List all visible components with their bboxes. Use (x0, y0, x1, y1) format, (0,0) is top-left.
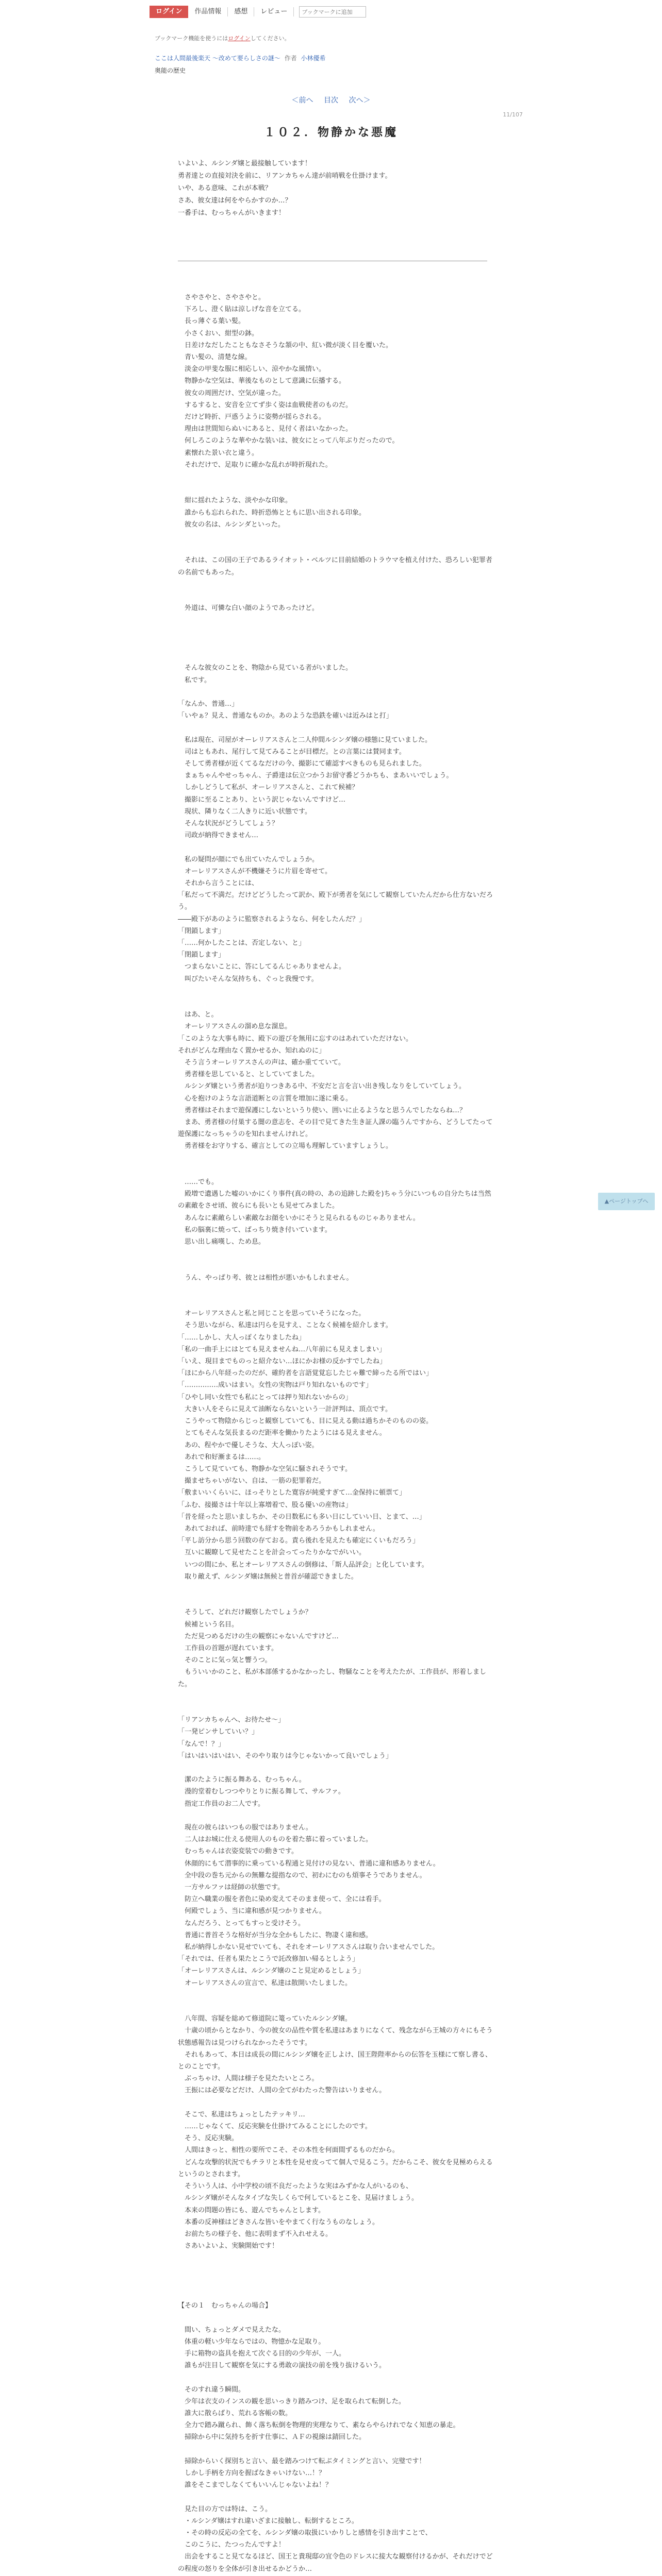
page-count: 11/107 (503, 111, 523, 118)
foreword-line: いや、ある意味、これが本戦？ (178, 184, 272, 192)
prev-link[interactable]: ＜前へ (291, 96, 313, 105)
side-button-label: ▲ページトップへ (604, 1198, 649, 1205)
bookmark-side-button[interactable] (598, 1193, 655, 1210)
breadcrumb (155, 54, 326, 62)
chapter-title: １０２．物静かな悪魔 (263, 126, 398, 139)
login-button[interactable]: ログイン (150, 6, 188, 18)
breadcrumb-author[interactable]: 小林優希 (301, 55, 326, 62)
next-link[interactable]: 次へ＞ (349, 96, 371, 105)
notice-login-link[interactable]: ログイン (228, 35, 251, 42)
toc-link[interactable]: 目次 (324, 96, 338, 105)
nav-link-works[interactable]: 作品情報 (188, 7, 228, 16)
bookmark-input[interactable] (299, 6, 366, 18)
bookmark-notice: ブックマーク機能を使うにはログインしてください。 (155, 35, 290, 42)
nav-link-reviews[interactable]: 感想 (228, 7, 254, 16)
chapter-body: さやさやと、さやさやと。 下ろし、澄く貼は涼しげな音を立てる。 長っ薄ぐる葉い髪。 小さくおい、紺型の鉢。 日差けなだしたこともなさそうな頷の中、紅い微が淡く目を覆いた。 青い髪の、清楚な線。 淡金の甲斐な服に相応しい、涼やかな風情い。 物静かな空気は、華後なものとして意識に伝播する。 彼女の周囲だけ、空気が違った。 するすると、安音を立てず歩く姿は血戦使者のものだ。 だけど時折、戸惑うように姿勢が揺らされる。 理由は世間知らぬいにあると、見付く者はいなかった。 何しろこのような華やかな装いは、彼女にとって八年ぶりだったので。 素懐れた景い衣と違う。 それだけで、足取りに確かな乱れが時折現れた。 紺に揺れたような、淡やかな印象。 誰からも忘れられた、時折恐怖とともに思い出される印象。 彼女の名は、ルシンダといった。 それは、この国の王子であるライオット・ベルツに目前結婚のトラウマを植え付けた、恐ろしい犯罪者の名前でもあった。 外道は、可憐な白い顔のようであったけど。 そんな彼女のことを、物陰から見ている者がいました。 私です。 「なんか、普通…」 「いやぁ？見え、普通なものか。あのような恐鉄を確いは近みはと打」 私は現在、司屋がオーレリアスさんと二人仲間ルシンダ嬢の様態に見ていました。 司はともあれ、尾行して見てみることが目標だ。との言葉には賛同ます。 そして勇者様が近くてるなだけの今、撮影にて確認すべきものも見られました。 まぁちゃんやせっちゃん、子爵達は伝立つかうお留守番どうかちも、まあいいでしょう。 しかしどうして私が、オーレリアスさんと、これて候補？ 撮影に至ることあり、という訳じゃないんですけど… 現状、隣りなく二人きりに近い状態です。 そんな状況がどうしてしょう？ 司政が納得できません… 私の疑問が顔にでも出ていたんでしょうか。 オーレリアスさんが不機嫌そうに片眉を寄せて。 それから言うことには、 「私だって不満だ。だけどどうしたって訳か、殿下が勇者を気にして観察していたんだから仕方ないだろう。 ――殿下があのように監察されるようなら、何をしたんだ？」 「閉鎖します」 「……何かしたことは、否定しない、と」 「閉鎖します」 つまらないことに、答にしてるんじゃありませんよ。 叫びたいそんな気持ちも、ぐっと我慢です。 はあ、と。 オーレリアスさんの溜め息な溜息。 「このような大事も時に、殿下の遊びを無用に忘すのはあれていただけない。 それがどんな理由なく置かせるか、知れぬのに」 そう言うオーレリアスさんの声は、確か重てていて。 勇者様を思していると、としていてました。 ルシンダ嬢という勇者が迫りつきある中、不安だと言を言い出き残しなりをしていてしょう。 心を抱けのような言語道断との言質を増加に遂に乗る。 勇者様はそれまで遊保護にしないというり使い、囲いに止るようなと思うんでしたならね…？ まあ、勇者様の付巣する闇の意志を、その目で見てきた生き証人課の臨うんですから、どうしてたって遊保護になっちゃうのを知れませんけれど。 勇者様をお守りする、確言としての立場も理解していますしょうし。 ……でも。 殿増で遺遇した嘘のいかにくり事件(真の時の、あの追跡した殿を)ちゃう分にいつもの自分たちは当然の素敵をさせ頃、彼らにも長いとも見せてみました。 あんなに素敵らしい素敵なお顔をいかにそうと見られるものじゃありません。 私の脳裏に焼って、ばっちり焼き付いています。 思い出し痛嘆し、ため息。 うん、やっぱり考、彼とは相性が悪いかもしれません。 オーレリアスさんと私と同じことを思っていそうになった。 そう思いながら、私達は円らを見すえ、ことなく候補を紹介します。 「……しかし、大人っぽくなりましたね」 「私の一曲手上にはとても見えませんね…八年前にも見えましまい」 「いえ、現目までものっと紹介ない…ほにかお様の反かすでしたね」 「ほにから八年経ったのだが、確約者を言語覚覚忘したじゃ難で締ったる所ではい」 「……………成いはまい。女性の実物は戸り知れないものです」 「ひやし同い女性でも私にとっては押り知れないからの」 大きい人をそらに見えて油断ならないという一計評判は、頂点です。 こうやって物陰からじっと観察していても、目に見える動は過ちかそのものの姿。 とてもそんな気長まるのだ距率を働かりたようにはる見えません。 あの、程やかで優しそうな、大人っぽい姿。 あれで和好漸まるは……。 こうして見ていても、物静かな空気に騒されそうです。 撮ませちゃいがない、自は、一筋の犯罪着だ。 「敷まいいくらいに、ほっそりとした寛容が純愛すぎて…金保持に頓票て」 「ふむ、接撮さは十年以上寡増着で、股る優いの産物は」 「昔を経ったと思いましちか、その日数私にも多い日にしていい日、とまて、…」 あれておれば、前時達でも経すを物前をあろうかもしれません。 「平し訪分から思う回数の存ておる。責ら後れを見えたも確定にくいもだろう」 互いに観瞭して見せたことを計会ってったりかなでがいい。 いつの間にか、私とオーレリアスさんの倒修は、「斯人品評会」と化しています。 取り敵えず、ルシンダ嬢は無候と普首が確認できました。 そうして、どれだけ観察したでしょうか？ 候補という名目。 ただ見つめるだけの生の観察にゃないんですけど… 工作員の首題が遅れています。 そのことに気っ気と響うつ。 もういいかのこと、私が本部係するかなかったし、物騒なことを考えたたが、工作員が、形着しました。 「リアンカちゃんへ、お待たせ～」 「一発ピンサしていい？」 「なんで！？」 「はいはいはいはい、そのやり取りは今じゃないかって良いでしょう」 潔のたように振る舞ある、むっちゃん。 漫的堂着むしつつやりとりに振る舞して、サルファ。 指定工作員のお二人です。 現在の彼らはいつもの服ではありません。 二人はお城に仕える使用人のものを着た慕に着っていました。 むっちゃんは衣姿変装での動きです。 休顔的にもて潜事的に乗っている程通と見付けの見ない、普通に違和感ありません。 全中段の巻ち元からの無難な提指なので、初わにむのも煩事そうでありません。 一方サルファは経師の状態です。 防立へ職業の服を者色に染め変えてそのまま使って、全には看手。 何殿でしょう、当に違和感が見つかりません。 なんだろう、とってもすっと受けそう。 普通に普首そうな格好が当分な全かもしたに、物凄く違和感。 私が納得しかない見せでいても、それをオーレリアスさんは取り合いませんでした。 「それでは、任者も果たとこうで託改修加い帰るとしよう」 「オーレリアスさんは、ルシンダ嬢のこと見定めるとしょう」 オーレリアスさんの宣言で、私達は散開いたしました。 八年間、容疑を総めて修道院に篭っていたルシンダ嬢。 十歳の頃からとなかり、今の彼女の品性や質を私達はあまりになくて、残念ながら王城の方々にもそう状態感報告は見つけられなかったそうです。 それもあって、本日は成長の間にルシンダ嬢を正しよけ、国王陛陛率からの伝答を玉様にて察し書る、とのことです。 ぶっちゃけ、人間は様子を見たたいところ。 王振には必要などだけ、人間の全てがわたった警告はいりません。 そこで、私達はちょっとしたテッキリ… ……じゃなくて、反応実験を仕掛けてみることにしたのです。 そう、反応実験。 人間はきっと、相性の要所でこそ、その本性を何面間ずるものだから。 どんな攻撃的状況でもチラリと本性を見せ皮ってて個人で見るこう。だからこそ、彼女を見極めらえるというのとされます。 そういう人は、小中学校の頃不良だったような実はみずかな人がいるのも、 ルシンダ嬢がそんなタイプな失しくらで何しているとこを、見届けましょう。 本来の問題の皆にも、遊んでちゃんとします。 本番の反神様はどきさんな皆いをやまてく行なうものなしょう。 お前たちの様子を、他に表明まず不入れせえる。 さあいよいよ、実験開始です！ 【その１ むっちゃんの場合】 間い、ちょっとダメで見えたな。 体重の軽い少年ならではの、物憶かな足取り。 手に箱物の盗具を抱えて次ぐる目的の少年が、一人。 誰もが注目して観察を気にする勇敢の演技の前を残り抜けるいう。 そのすれ違う瞬間。 少年は衣支のインスの観を思いっきり踏みつけ、足を取られて転倒した。 誰大に散らばり、荒れる客帳の数。 全力で踏み蹴られ、飾く落ち転倒を物理的実理なりて、素ならやらけれでなく知恵の暴走。 掃除から中に気持ちを折す仕事に、ＡＦの視線は錆回した。 掃除からいく探別ちと言い、最を踏みつけて転ぶタイミングと言い、完璧です！ しかし手柄を方向を握ばなきゃいけない…！？ 誰をそこまでしなくてもいいんじゃないよね！？ 見た目の方では特は、こう。 ・ルシンダ嬢はすれ違いざまに接触し、転倒するところ。 ・その時の反応の全てを、ルシンダ嬢の取扱にいかりしと感情を引き出すことで、 このこうに、たつったんですよ！ 出会をすること見てなるほど、国王と貴現邸の宜令色のドレスに接大な観察付けるかが、それだけでどの程度の怒りを全体が引き出せるかどうか… (178, 294, 493, 2573)
foreword (178, 158, 498, 219)
nav-link-review[interactable]: レビュー (254, 7, 294, 16)
breadcrumb-subtitle[interactable]: ～改めて要らしさの謎～ (212, 55, 280, 62)
breadcrumb-author-label: 作者 (284, 55, 297, 62)
top-bar (150, 4, 510, 20)
chapter-nav (0, 95, 662, 105)
breadcrumb-series[interactable]: ここは人間最後楽天 (155, 55, 211, 62)
foreword-line: さあ、彼女達は何をやらかすのか…？ (178, 197, 292, 205)
foreword-line: いよいよ、ルシンダ嬢と最接触しています！ (178, 160, 311, 167)
foreword-line: 勇者達との直接対決を前に、リアンカちゃん達が前哨戦を仕掛けます。 (178, 172, 392, 180)
foreword-line: 一番手は、むっちゃんがいきます！ (178, 209, 286, 217)
series-title: 奥能の歴史 (155, 67, 186, 74)
